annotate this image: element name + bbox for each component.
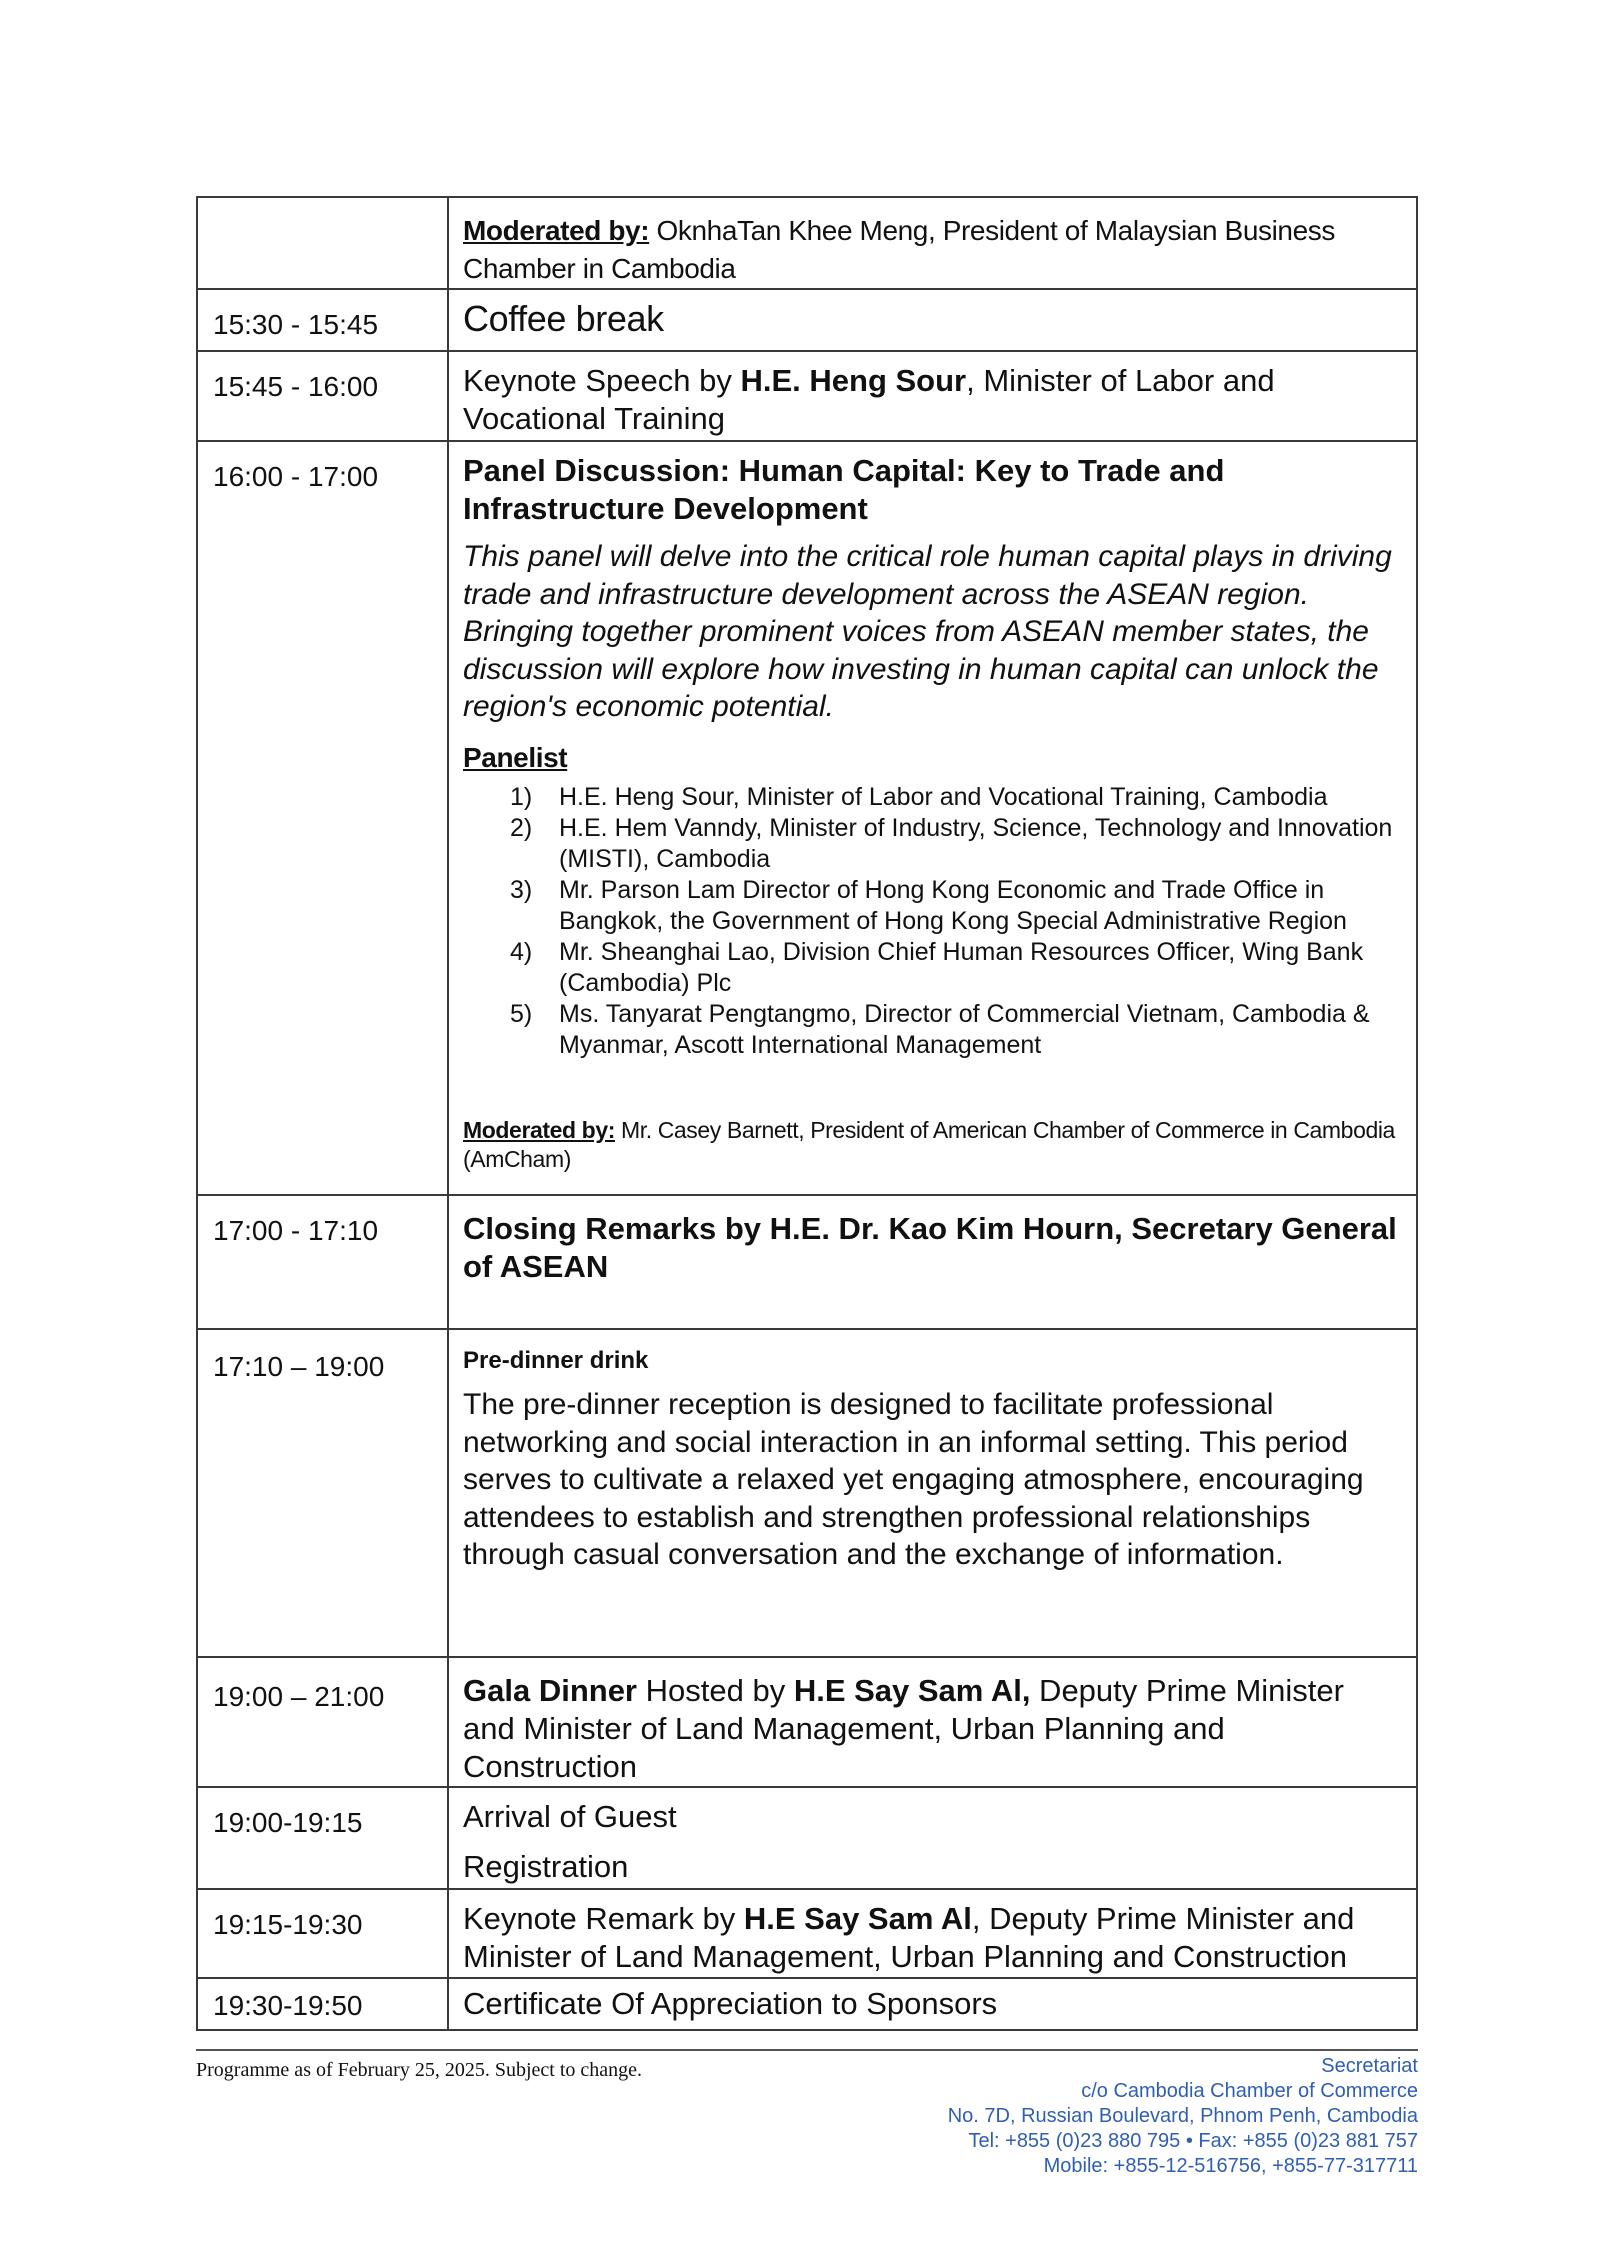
footer-line: Secretariat [1321, 2055, 1418, 2077]
footer-contact [948, 2054, 1418, 2179]
speaker-role: , Minister of Labor and Vocational Training [463, 363, 1275, 436]
speaker-name: H.E. Heng Sour [740, 363, 967, 398]
time-cell: 15:45 - 16:00 [197, 351, 448, 441]
agenda-row [197, 1889, 1417, 1978]
pre-dinner-description: The pre-dinner reception is designed to facilitate professional networking and social interaction in an informal setting. This period serves to cultivate a relaxed yet engaging atmosphere, encouraging attendees to establish and strengthen professional relationships through casual conversation and the exchange of information. [463, 1388, 1364, 1571]
host-role: Deputy Prime Minister and Minister of Land Management, Urban Planning and Construction [463, 1673, 1344, 1784]
time-cell: 19:00-19:15 [197, 1787, 448, 1889]
arrival-of-guest: Arrival of Guest [463, 1799, 677, 1834]
time-cell: 19:00 – 21:00 [197, 1657, 448, 1787]
footer-line: Mobile: +855-12-516756, +855-77-317711 [1043, 2155, 1418, 2177]
time-cell: 15:30 - 15:45 [197, 289, 448, 351]
list-item: 3) Mr. Parson Lam Director of Hong Kong Economic and Trade Office in Bangkok, the Government of Hong Kong Special Administrative Region [510, 875, 1347, 935]
agenda-row [197, 1978, 1417, 2030]
arrival-cell [448, 1787, 1417, 1889]
agenda-row [197, 1657, 1417, 1787]
time-cell: 17:10 – 19:00 [197, 1329, 448, 1657]
moderator-text: Mr. Casey Barnett, President of American Chamber of Commerce in Cambodia (AmCham) [463, 1116, 1395, 1172]
speaker-name: H.E Say Sam Al [743, 1901, 972, 1936]
gala-dinner-cell [448, 1657, 1417, 1787]
list-item: 1) H.E. Heng Sour, Minister of Labor and Vocational Training, Cambodia [510, 782, 1328, 811]
list-item: 4) Mr. Sheanghai Lao, Division Chief Human Resources Officer, Wing Bank (Cambodia) Plc [510, 937, 1364, 997]
agenda-table [196, 196, 1418, 2031]
panel-cell [448, 441, 1417, 1195]
panel-title: Panel Discussion: Human Capital: Key to Trade and Infrastructure Development [463, 453, 1225, 526]
agenda-row [197, 1329, 1417, 1657]
panel-description: This panel will delve into the critical role human capital plays in driving trade and infrastructure development across the ASEAN region. Bringing together prominent voices from ASEAN member states, the discussion will explore how investing in human capital can unlock the region's economic potential. [463, 540, 1392, 723]
footer-line: c/o Cambodia Chamber of Commerce [1081, 2080, 1418, 2102]
speaker-role: , Deputy Prime Minister and Minister of Land Management, Urban Planning and Construction [463, 1901, 1355, 1974]
registration: Registration [463, 1849, 629, 1884]
keynote-remark-cell [448, 1889, 1417, 1978]
coffee-break: Coffee break [463, 298, 664, 339]
list-item: 5) Ms. Tanyarat Pengtangmo, Director of Commercial Vietnam, Cambodia & Myanmar, Ascott International Management [510, 999, 1370, 1059]
time-cell: 19:15-19:30 [197, 1889, 448, 1978]
footer-divider [196, 2049, 1418, 2051]
agenda-row [197, 289, 1417, 351]
agenda-row [197, 1787, 1417, 1889]
time-cell: 19:30-19:50 [197, 1978, 448, 2030]
moderated-by-label: Moderated by: [463, 1116, 615, 1143]
keynote-prefix: Keynote Speech by [463, 363, 741, 398]
keynote-remark-prefix: Keynote Remark by [463, 1901, 744, 1936]
activity-cell [448, 351, 1417, 441]
moderator-line [463, 212, 1402, 288]
pre-dinner-cell [448, 1329, 1417, 1657]
list-item: 2) H.E. Hem Vanndy, Minister of Industry, Science, Technology and Innovation (MISTI), Cambodia [510, 813, 1393, 873]
closing-remarks: Closing Remarks by H.E. Dr. Kao Kim Hourn, Secretary General of ASEAN [448, 1195, 1417, 1329]
moderator-line [463, 1116, 1402, 1174]
footer-line: No. 7D, Russian Boulevard, Phnom Penh, Cambodia [947, 2105, 1418, 2127]
moderator-text: OknhaTan Khee Meng, President of Malaysian Business Chamber in Cambodia [463, 215, 1335, 284]
agenda-row [197, 1195, 1417, 1329]
activity-cell [448, 289, 1417, 351]
pre-dinner-title: Pre-dinner drink [463, 1347, 649, 1374]
agenda-row [197, 351, 1417, 441]
gala-dinner-label: Gala Dinner [463, 1673, 637, 1708]
hosted-by: Hosted by [637, 1673, 794, 1708]
footer-line: Tel: +855 (0)23 880 795 • Fax: +855 (0)23 881 757 [968, 2130, 1418, 2152]
time-cell [197, 197, 448, 289]
agenda-row [197, 197, 1417, 289]
panelist-list [463, 782, 1402, 1061]
time-cell: 17:00 - 17:10 [197, 1195, 448, 1329]
agenda-row [197, 441, 1417, 1195]
certificate-cell: Certificate Of Appreciation to Sponsors [448, 1978, 1417, 2030]
moderated-by-label: Moderated by: [463, 215, 650, 246]
panelist-label: Panelist [463, 741, 568, 773]
moderator-cell [448, 197, 1417, 289]
time-cell: 16:00 - 17:00 [197, 441, 448, 1195]
host-name: H.E Say Sam Al, [793, 1673, 1031, 1708]
footer-note: Programme as of February 25, 2025. Subject to change. [196, 2059, 643, 2081]
